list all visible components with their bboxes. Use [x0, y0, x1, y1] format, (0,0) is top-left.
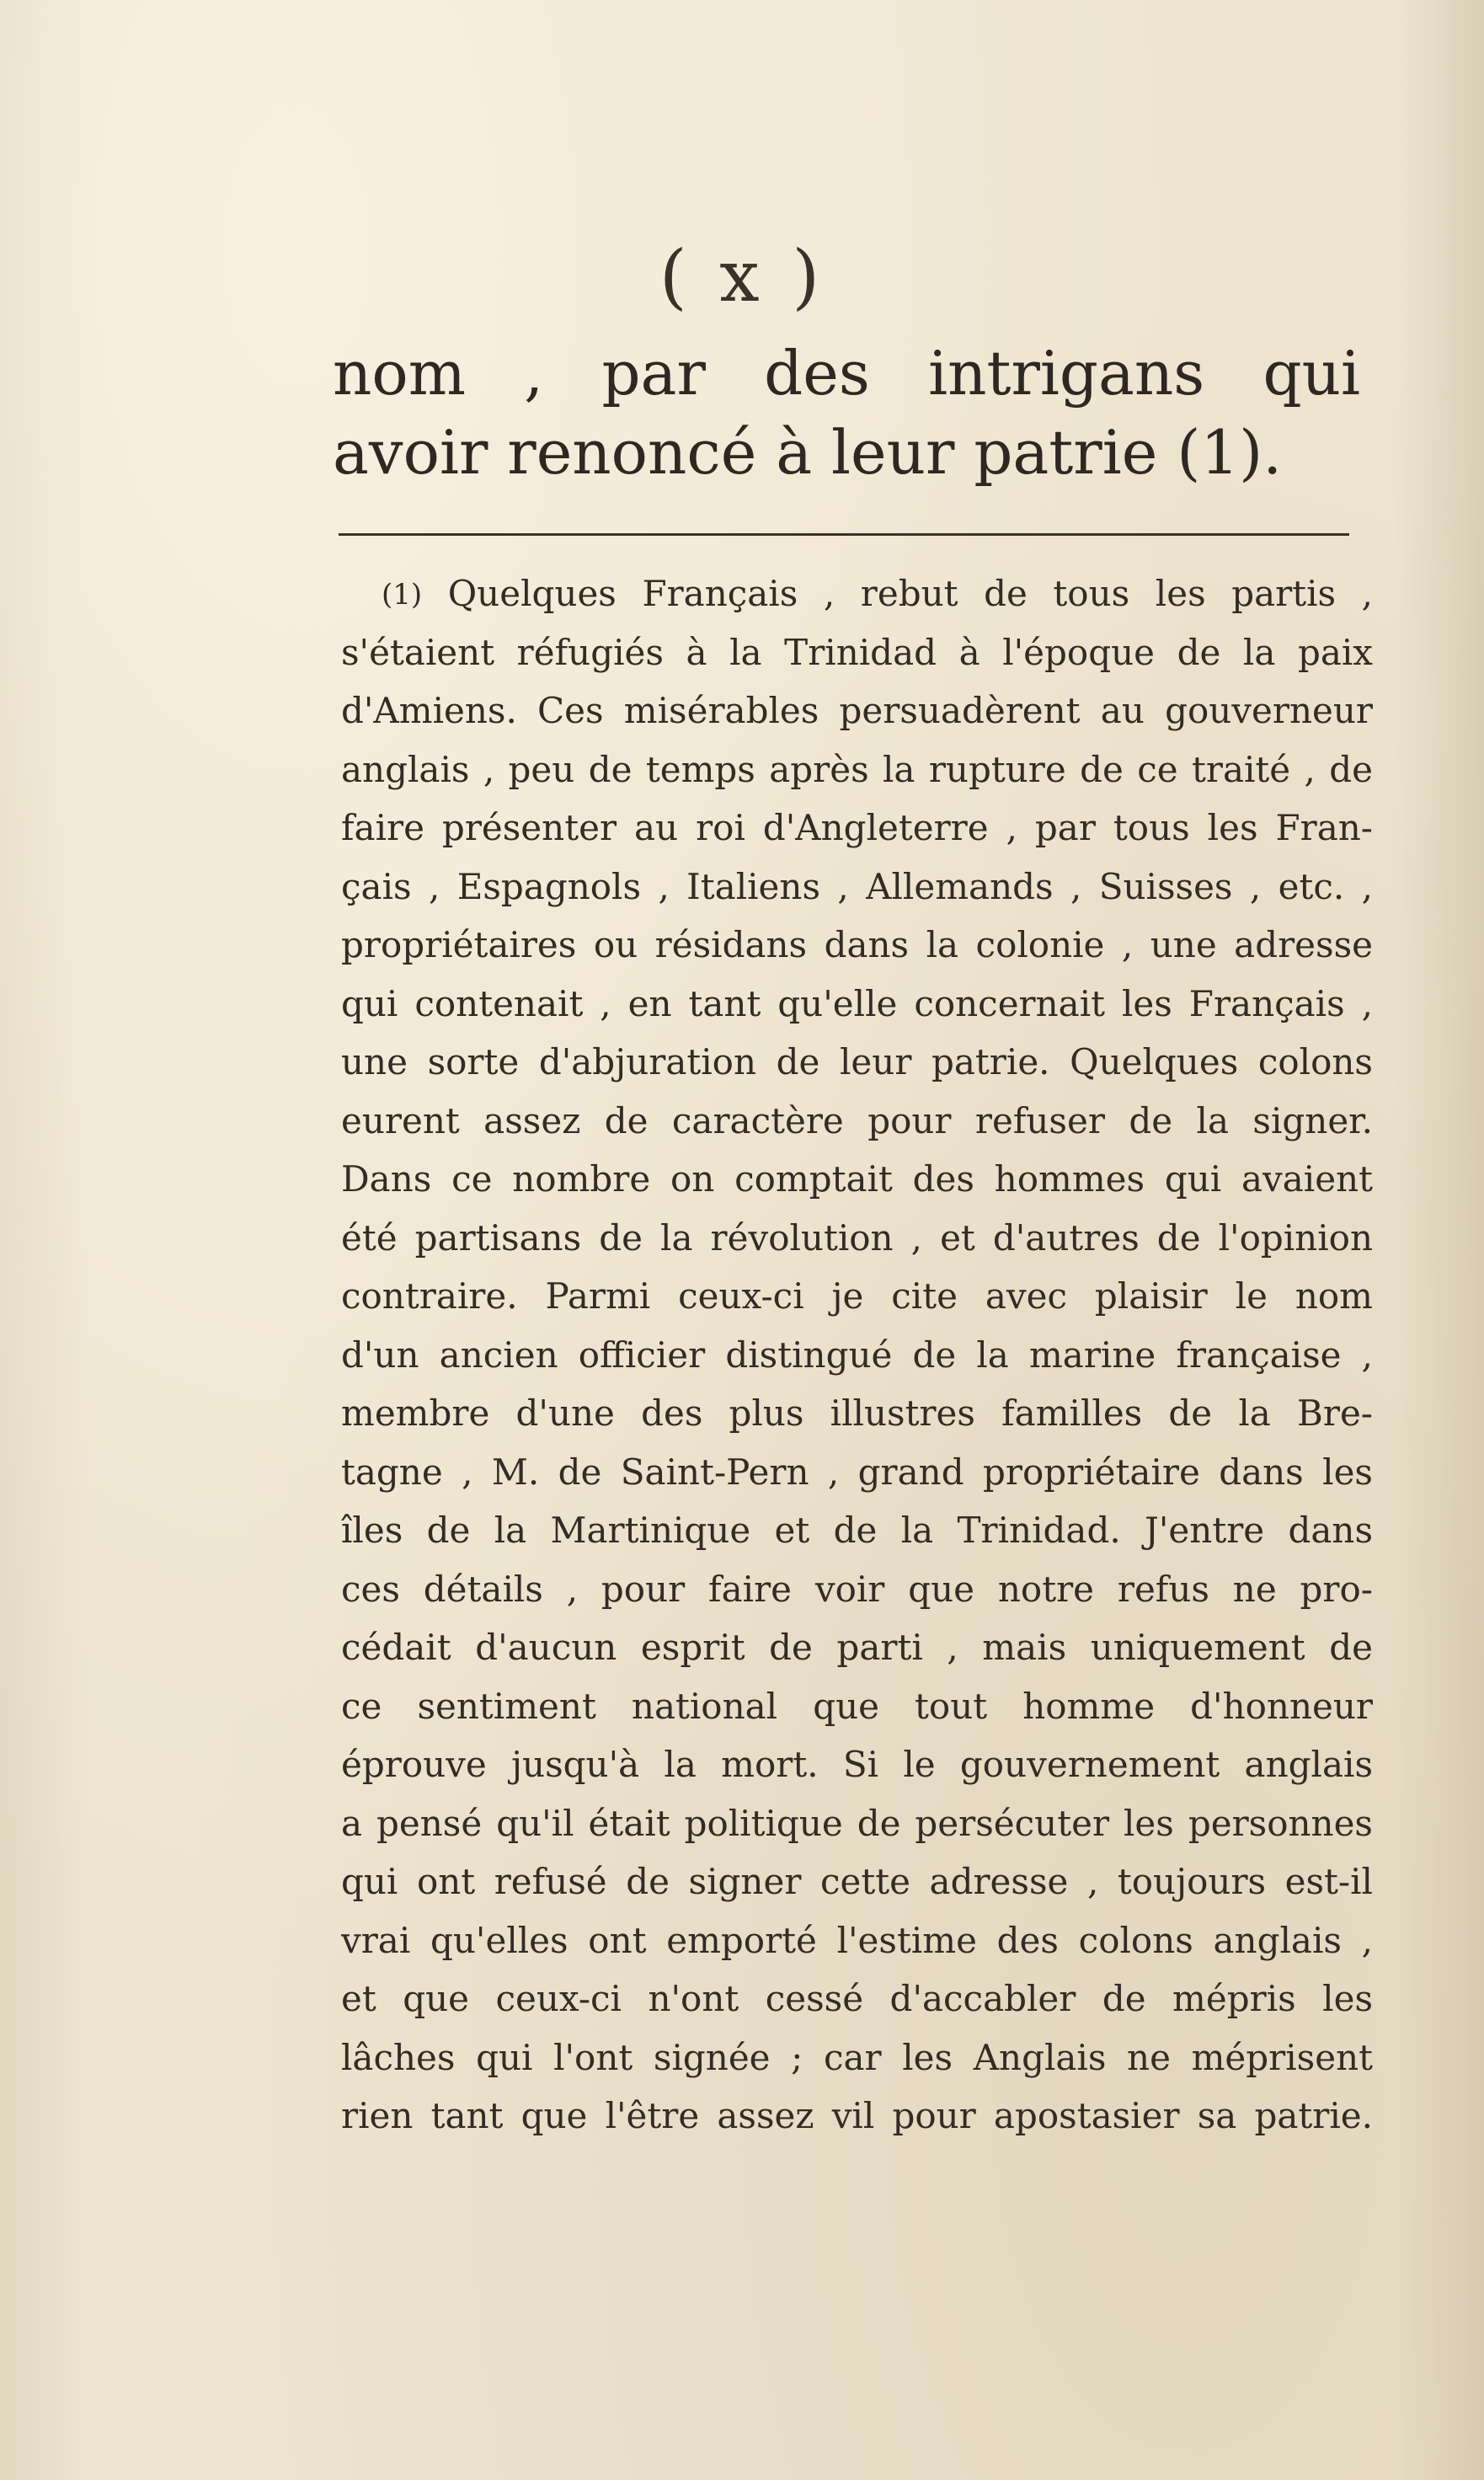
- page-folio: ( x ): [659, 235, 825, 318]
- footnote-line: ce sentiment national que tout homme d'honneur: [341, 1685, 1373, 1727]
- footnote-line: propriétaires ou résidans dans la colonie , une adresse: [341, 924, 1373, 965]
- footnote-line: une sorte d'abjuration de leur patrie. Quelques colons: [341, 1041, 1373, 1082]
- footnote-line: contraire. Parmi ceux-ci je cite avec plaisir le nom: [341, 1275, 1373, 1317]
- footnote-separator: [339, 533, 1349, 536]
- footnote-line: Dans ce nombre on comptait des hommes qui avaient: [341, 1158, 1373, 1200]
- footnote-line: éprouve jusqu'à la mort. Si le gouvernement anglais: [341, 1744, 1373, 1785]
- footnote-line: s'étaient réfugiés à la Trinidad à l'époque de la paix: [341, 631, 1373, 673]
- footnote-line: lâches qui l'ont signée ; car les Anglais ne méprisent: [341, 2036, 1373, 2078]
- footnote-line: et que ceux-ci n'ont cessé d'accabler de mépris les: [341, 1978, 1373, 2019]
- footnote-line: membre d'une des plus illustres familles de la Bre-: [341, 1392, 1373, 1434]
- footnote: [341, 564, 1373, 2146]
- footnote-line-text: Quelques Français , rebut de tous les partis ,: [447, 573, 1373, 614]
- footnote-line: faire présenter au roi d'Angleterre , par tous les Fran-: [341, 807, 1373, 848]
- main-text: [333, 334, 1360, 492]
- footnote-line: anglais , peu de temps après la rupture de ce traité , de: [341, 748, 1373, 790]
- footnote-line: d'un ancien officier distingué de la marine française ,: [341, 1334, 1373, 1376]
- footnote-line: tagne , M. de Saint-Pern , grand propriétaire dans les: [341, 1451, 1373, 1493]
- footnote-line: [341, 564, 1373, 623]
- footnote-line: qui ont refusé de signer cette adresse , toujours est-il: [341, 1861, 1373, 1902]
- footnote-line: d'Amiens. Ces misérables persuadèrent au gouverneur: [341, 690, 1373, 731]
- footnote-line: îles de la Martinique et de la Trinidad. J'entre dans: [341, 1510, 1373, 1551]
- footnote-line: çais , Espagnols , Italiens , Allemands , Suisses , etc. ,: [341, 865, 1373, 907]
- footnote-line: rien tant que l'être assez vil pour apostasier sa patrie.: [341, 2095, 1373, 2136]
- footnote-marker: (1): [382, 578, 423, 612]
- footnote-line: qui contenait , en tant qu'elle concernait les Français ,: [341, 982, 1373, 1024]
- footnote-line: été partisans de la révolution , et d'autres de l'opinion: [341, 1216, 1373, 1259]
- footnote-line: ces détails , pour faire voir que notre refus ne pro-: [341, 1568, 1373, 1610]
- footnote-line: vrai qu'elles ont emporté l'estime des colons anglais ,: [341, 1919, 1373, 1961]
- footnote-line: cédait d'aucun esprit de parti , mais uniquement de: [341, 1627, 1373, 1668]
- footnote-line: a pensé qu'il était politique de persécuter les personnes: [341, 1802, 1373, 1844]
- main-text-line: avoir renoncé à leur patrie (1).: [333, 417, 1283, 488]
- main-text-line: nom , par des intrigans qui: [333, 338, 1360, 409]
- footnote-line: eurent assez de caractère pour refuser de la signer.: [341, 1099, 1373, 1141]
